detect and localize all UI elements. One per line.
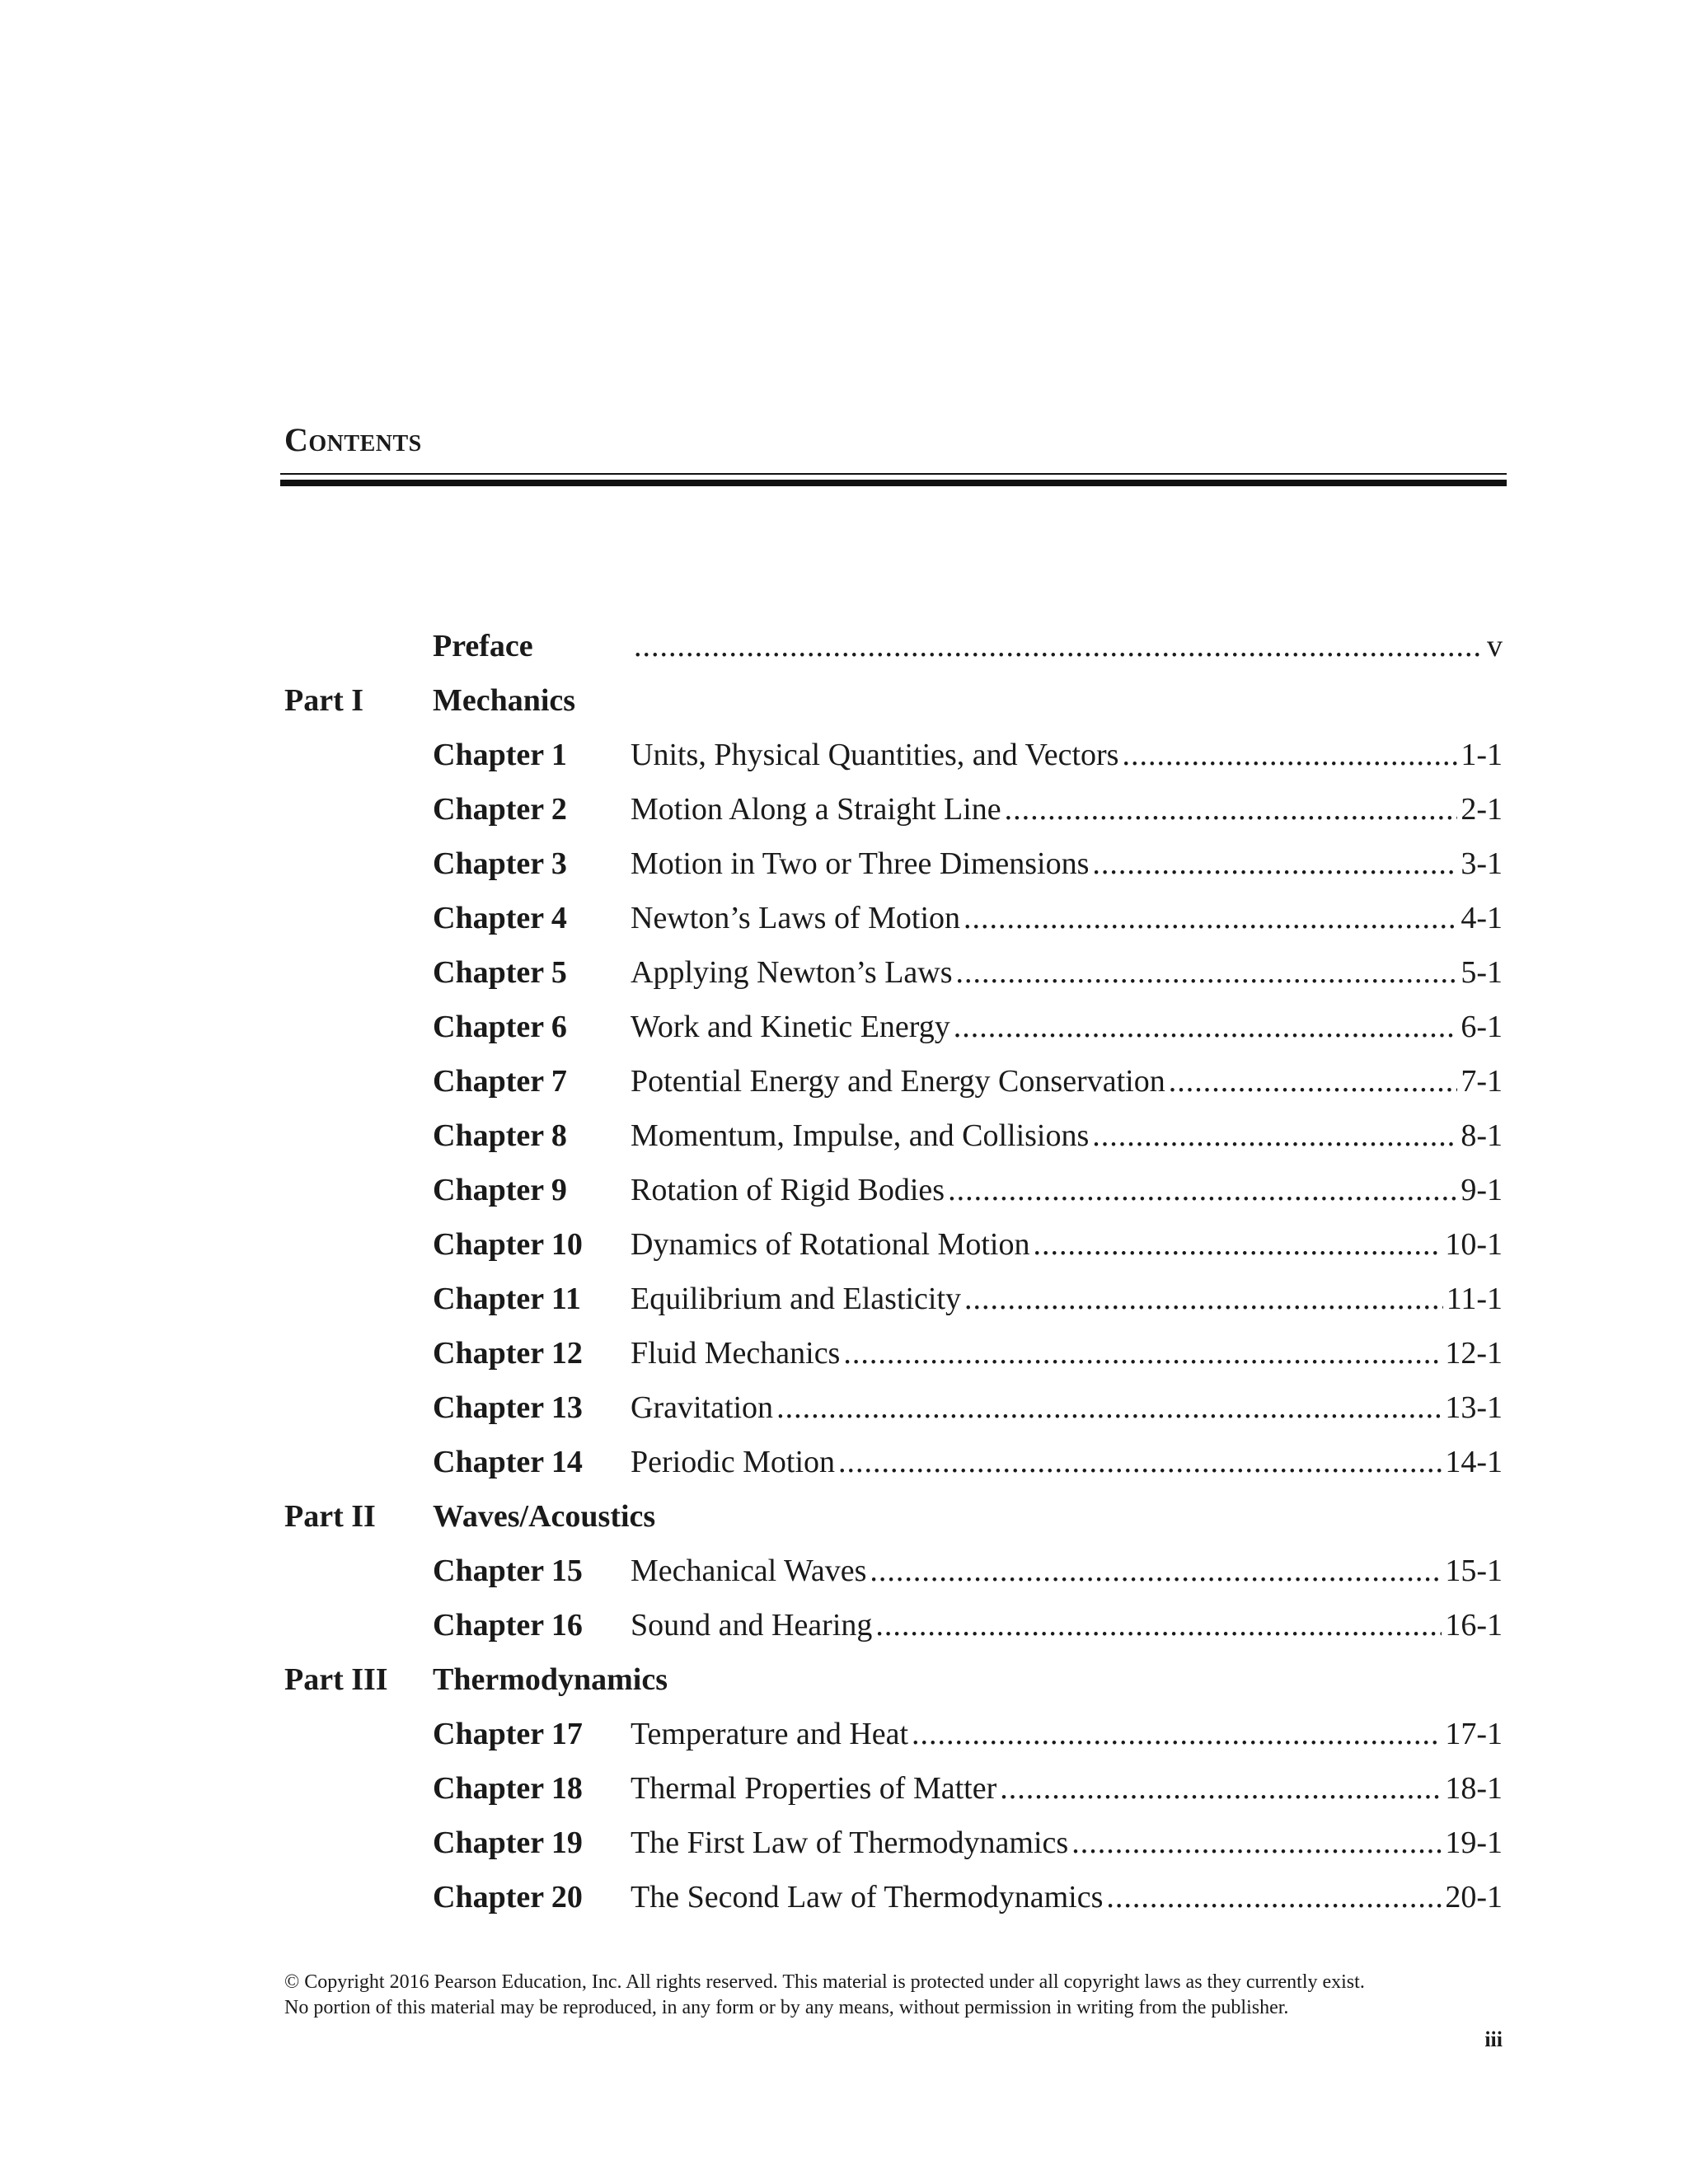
dot-leader xyxy=(912,1712,1442,1756)
dot-leader xyxy=(1092,841,1457,886)
toc-chapter-title: Work and Kinetic Energy xyxy=(631,1010,950,1044)
toc-page-number: 2-1 xyxy=(1461,792,1503,827)
dot-leader xyxy=(1071,1821,1442,1865)
toc-page-number: 16-1 xyxy=(1445,1608,1503,1643)
toc-page-number: 12-1 xyxy=(1445,1336,1503,1371)
toc-page-number: 11-1 xyxy=(1446,1282,1503,1316)
toc-page-number: 8-1 xyxy=(1461,1118,1503,1153)
toc-chapter-row[interactable] xyxy=(284,1168,1503,1222)
toc-page-number: 10-1 xyxy=(1445,1227,1503,1262)
toc-row-preface[interactable] xyxy=(284,624,1503,678)
toc-page-number: 6-1 xyxy=(1461,1010,1503,1044)
toc-chapter-row[interactable] xyxy=(284,896,1503,950)
toc-chapter-row[interactable] xyxy=(284,1603,1503,1657)
dot-leader xyxy=(875,1603,1442,1647)
toc-page-number: 1-1 xyxy=(1461,738,1503,772)
toc-chapter-row[interactable] xyxy=(284,1821,1503,1875)
toc-chapter-row[interactable] xyxy=(284,1766,1503,1821)
toc-chapter-label: Chapter 15 xyxy=(433,1554,583,1588)
dot-leader xyxy=(634,624,1484,668)
toc-chapter-title: Gravitation xyxy=(631,1390,774,1425)
title-rule-thick xyxy=(280,480,1507,486)
toc-chapter-entry xyxy=(631,1113,1503,1158)
page-number: iii xyxy=(1484,2027,1503,2051)
dot-leader xyxy=(1005,787,1458,832)
toc-chapter-title: Fluid Mechanics xyxy=(631,1336,841,1371)
toc-chapter-row[interactable] xyxy=(284,1277,1503,1331)
dot-leader xyxy=(838,1440,1442,1484)
dot-leader xyxy=(776,1385,1442,1430)
toc-chapter-label: Chapter 3 xyxy=(433,846,567,881)
toc-chapter-row[interactable] xyxy=(284,1549,1503,1603)
toc-chapter-title: Mechanical Waves xyxy=(631,1554,867,1588)
toc-page-number: 19-1 xyxy=(1445,1825,1503,1860)
toc-chapter-label: Chapter 2 xyxy=(433,792,567,827)
toc-chapter-entry xyxy=(631,1821,1503,1865)
toc-chapter-title: Motion in Two or Three Dimensions xyxy=(631,846,1090,881)
toc-chapter-label: Chapter 11 xyxy=(433,1282,581,1316)
dot-leader xyxy=(1033,1222,1442,1267)
toc-chapter-label: Chapter 8 xyxy=(433,1118,567,1153)
toc-part-label: Part I xyxy=(284,683,364,718)
toc-chapter-row[interactable] xyxy=(284,1385,1503,1440)
toc-chapter-entry xyxy=(631,1059,1503,1104)
copyright-line-2: No portion of this material may be reproduced, in any form or by any means, without permission in writing from the publisher. xyxy=(284,1997,1289,2018)
dot-leader xyxy=(1092,1113,1457,1158)
dot-leader xyxy=(1122,733,1457,777)
dot-leader xyxy=(870,1549,1442,1593)
toc-chapter-title: Newton’s Laws of Motion xyxy=(631,901,961,935)
toc-chapter-label: Chapter 17 xyxy=(433,1717,583,1751)
toc-chapter-entry xyxy=(631,950,1503,995)
dot-leader xyxy=(948,1168,1457,1212)
copyright-line-1: © Copyright 2016 Pearson Education, Inc. All rights reserved. This material is protected under all copyright laws as they currently exist. xyxy=(284,1971,1365,1993)
toc-chapter-entry xyxy=(631,1766,1503,1811)
dot-leader xyxy=(954,1005,1458,1049)
toc-preface-label: Preface xyxy=(433,629,533,663)
toc-chapter-entry xyxy=(631,1331,1503,1376)
toc-page-number: 5-1 xyxy=(1461,955,1503,990)
toc-part-row xyxy=(284,678,1503,733)
toc-part-row xyxy=(284,1657,1503,1712)
toc-chapter-title: Momentum, Impulse, and Collisions xyxy=(631,1118,1090,1153)
toc-chapter-title: Applying Newton’s Laws xyxy=(631,955,953,990)
toc-chapter-label: Chapter 7 xyxy=(433,1064,567,1099)
toc-chapter-label: Chapter 18 xyxy=(433,1771,583,1806)
toc-chapter-title: Equilibrium and Elasticity xyxy=(631,1282,962,1316)
toc-chapter-entry xyxy=(631,1005,1503,1049)
toc-chapter-entry xyxy=(631,787,1503,832)
toc-chapter-row[interactable] xyxy=(284,1059,1503,1113)
toc-chapter-row[interactable] xyxy=(284,1331,1503,1385)
toc-chapter-title: Thermal Properties of Matter xyxy=(631,1771,997,1806)
toc-chapter-entry xyxy=(631,1277,1503,1321)
toc-page-number: 14-1 xyxy=(1445,1445,1503,1479)
toc-chapter-label: Chapter 19 xyxy=(433,1825,583,1860)
toc-chapter-title: Periodic Motion xyxy=(631,1445,836,1479)
toc-preface-leader xyxy=(631,624,1503,668)
toc-chapter-title: Motion Along a Straight Line xyxy=(631,792,1001,827)
toc-chapter-title: Potential Energy and Energy Conservation xyxy=(631,1064,1165,1099)
toc-page-number: v xyxy=(1487,629,1503,663)
dot-leader xyxy=(1000,1766,1442,1811)
toc-chapter-title: Temperature and Heat xyxy=(631,1717,909,1751)
toc-chapter-entry xyxy=(631,896,1503,940)
toc-chapter-title: Units, Physical Quantities, and Vectors xyxy=(631,738,1119,772)
toc-chapter-label: Chapter 12 xyxy=(433,1336,583,1371)
toc-chapter-row[interactable] xyxy=(284,733,1503,787)
dot-leader xyxy=(956,950,1458,995)
toc-part-label: Part II xyxy=(284,1499,376,1534)
toc-chapter-row[interactable] xyxy=(284,950,1503,1005)
toc-page-number: 15-1 xyxy=(1445,1554,1503,1588)
toc-part-title: Mechanics xyxy=(433,683,576,718)
toc-chapter-row[interactable] xyxy=(284,841,1503,896)
toc-chapter-label: Chapter 5 xyxy=(433,955,567,990)
dot-leader xyxy=(964,896,1457,940)
copyright-notice xyxy=(284,1970,1503,2021)
toc-chapter-row[interactable] xyxy=(284,1113,1503,1168)
toc-chapter-label: Chapter 6 xyxy=(433,1010,567,1044)
toc-chapter-entry xyxy=(631,841,1503,886)
toc-chapter-title: Dynamics of Rotational Motion xyxy=(631,1227,1030,1262)
toc-chapter-entry xyxy=(631,1603,1503,1647)
toc-page-number: 7-1 xyxy=(1461,1064,1503,1099)
toc-chapter-title: The First Law of Thermodynamics xyxy=(631,1825,1069,1860)
toc-chapter-entry xyxy=(631,733,1503,777)
toc-chapter-title: The Second Law of Thermodynamics xyxy=(631,1880,1104,1915)
toc-page-number: 13-1 xyxy=(1445,1390,1503,1425)
toc-page-number: 20-1 xyxy=(1445,1880,1503,1915)
toc-chapter-entry xyxy=(631,1385,1503,1430)
title-rule-thin xyxy=(280,473,1507,475)
toc-chapter-title: Sound and Hearing xyxy=(631,1608,873,1643)
toc-part-title: Thermodynamics xyxy=(433,1662,668,1697)
toc-chapter-row[interactable] xyxy=(284,1875,1503,1929)
toc-chapter-row[interactable] xyxy=(284,1440,1503,1494)
toc-chapter-label: Chapter 10 xyxy=(433,1227,583,1262)
dot-leader xyxy=(1106,1875,1442,1919)
toc-part-label: Part III xyxy=(284,1662,388,1697)
toc-chapter-entry xyxy=(631,1549,1503,1593)
toc-chapter-entry xyxy=(631,1440,1503,1484)
toc-chapter-entry xyxy=(631,1222,1503,1267)
toc-chapter-row[interactable] xyxy=(284,1222,1503,1277)
toc-page-number: 9-1 xyxy=(1461,1173,1503,1207)
toc-page-number: 3-1 xyxy=(1461,846,1503,881)
toc-chapter-row[interactable] xyxy=(284,1712,1503,1766)
toc-page-number: 4-1 xyxy=(1461,901,1503,935)
dot-leader xyxy=(964,1277,1443,1321)
table-of-contents xyxy=(284,624,1503,1929)
toc-chapter-label: Chapter 16 xyxy=(433,1608,583,1643)
page-title: Contents xyxy=(284,421,422,458)
toc-chapter-title: Rotation of Rigid Bodies xyxy=(631,1173,945,1207)
dot-leader xyxy=(843,1331,1442,1376)
toc-page-number: 18-1 xyxy=(1445,1771,1503,1806)
toc-page-number: 17-1 xyxy=(1445,1717,1503,1751)
toc-chapter-label: Chapter 13 xyxy=(433,1390,583,1425)
toc-chapter-label: Chapter 20 xyxy=(433,1880,583,1915)
toc-chapter-label: Chapter 4 xyxy=(433,901,567,935)
toc-chapter-row[interactable] xyxy=(284,787,1503,841)
toc-chapter-entry xyxy=(631,1875,1503,1919)
toc-part-title: Waves/Acoustics xyxy=(433,1499,656,1534)
toc-chapter-label: Chapter 1 xyxy=(433,738,567,772)
toc-chapter-label: Chapter 9 xyxy=(433,1173,567,1207)
toc-chapter-entry xyxy=(631,1168,1503,1212)
toc-part-row xyxy=(284,1494,1503,1549)
toc-chapter-label: Chapter 14 xyxy=(433,1445,583,1479)
dot-leader xyxy=(1169,1059,1458,1104)
toc-chapter-entry xyxy=(631,1712,1503,1756)
toc-chapter-row[interactable] xyxy=(284,1005,1503,1059)
